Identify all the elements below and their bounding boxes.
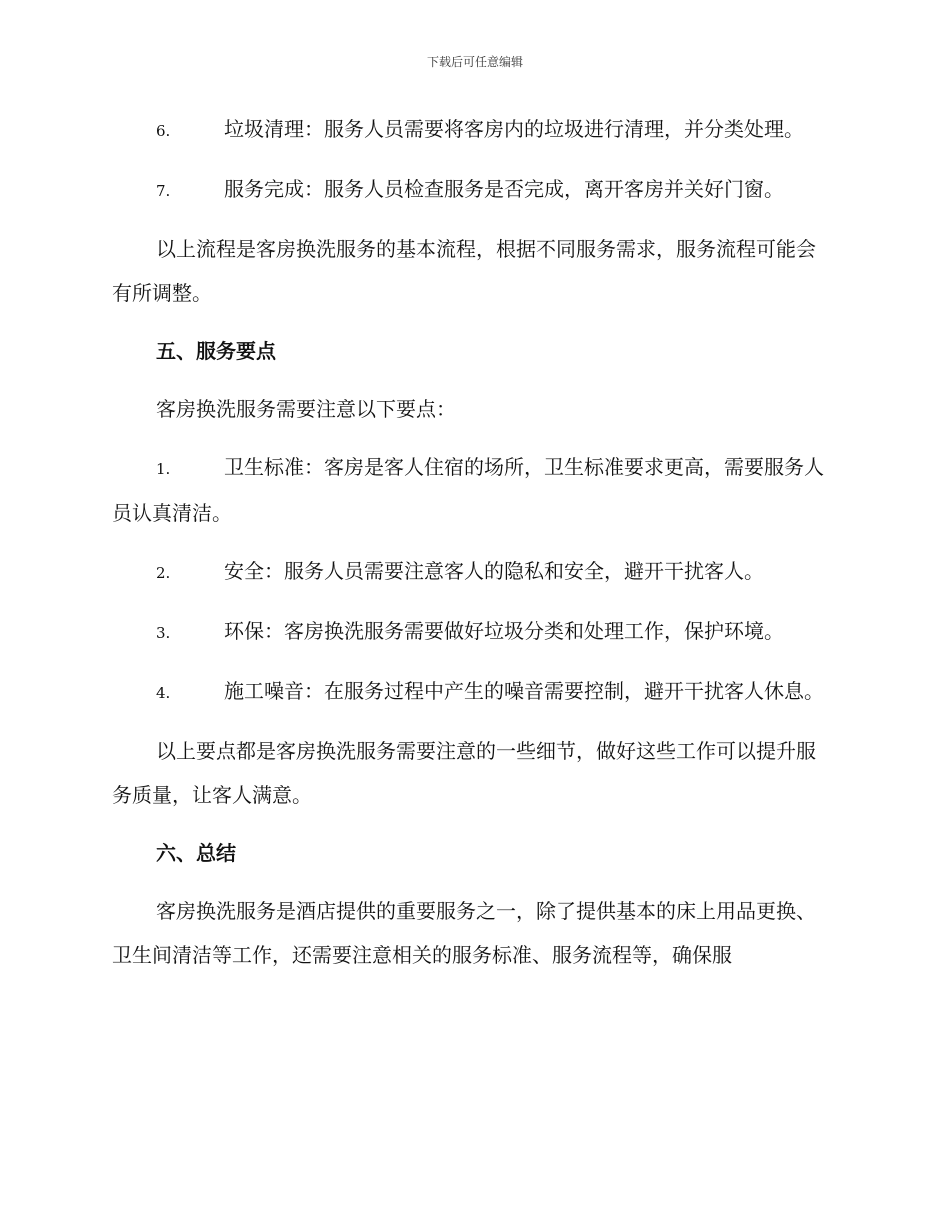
- list-number: 2.: [156, 564, 171, 582]
- paragraph-flow-summary: 以上流程是客房换洗服务的基本流程，根据不同服务需求，服务流程可能会有所调整。: [112, 237, 816, 305]
- list-number: 7.: [156, 182, 171, 200]
- list-text: 环保：客房换洗服务需要做好垃圾分类和处理工作，保护环境。: [224, 619, 784, 643]
- list-number: 6.: [156, 122, 171, 140]
- document-body: [112, 107, 834, 991]
- list-item-1: [112, 445, 834, 535]
- list-item-2: [112, 549, 834, 595]
- list-item-4: [112, 669, 834, 715]
- page-header: 下载后可任意编辑: [426, 55, 523, 69]
- paragraph-points-intro: 客房换洗服务需要注意以下要点：: [156, 397, 456, 421]
- list-item-7: [112, 167, 834, 213]
- list-item-3: [112, 609, 834, 655]
- list-text: 服务完成：服务人员检查服务是否完成，离开客房并关好门窗。: [224, 177, 784, 201]
- list-number: 3.: [156, 624, 171, 642]
- list-text: 安全：服务人员需要注意客人的隐私和安全，避开干扰客人。: [224, 559, 764, 583]
- list-item-6: [112, 107, 834, 153]
- list-number: 1.: [156, 460, 171, 478]
- list-text: 施工噪音：在服务过程中产生的噪音需要控制，避开干扰客人休息。: [224, 679, 824, 703]
- paragraph-conclusion: 客房换洗服务是酒店提供的重要服务之一，除了提供基本的床上用品更换、卫生间清洁等工作，还需要注意相关的服务标准、服务流程等，确保服: [112, 899, 816, 967]
- paragraph-points-summary: 以上要点都是客房换洗服务需要注意的一些细节，做好这些工作可以提升服务质量，让客人满意。: [112, 739, 816, 807]
- list-text: 垃圾清理：服务人员需要将客房内的垃圾进行清理，并分类处理。: [224, 117, 804, 141]
- list-number: 4.: [156, 684, 171, 702]
- section-heading-5: 五、服务要点: [156, 339, 276, 363]
- section-heading-6: 六、总结: [156, 841, 236, 865]
- list-text: 卫生标准：客房是客人住宿的场所，卫生标准要求更高，需要服务人员认真清洁。: [112, 455, 824, 525]
